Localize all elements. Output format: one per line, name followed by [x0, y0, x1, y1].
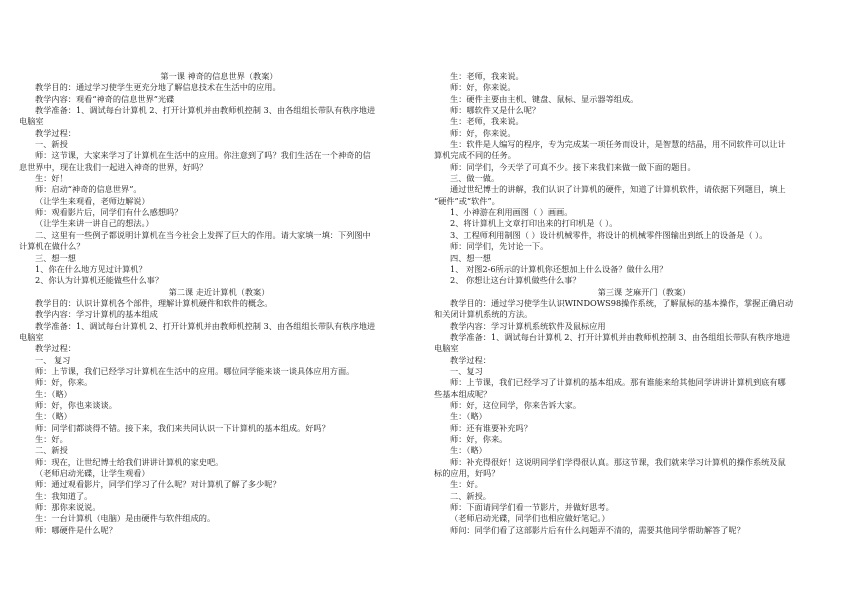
text-line: 师：同学们，先讨论一下。	[450, 241, 549, 252]
text-line: 1、小神游在利用画图（ ）画画。	[450, 207, 573, 218]
text-line: 教学过程：	[450, 354, 491, 365]
text-line: 息世界中，现在让我们一起进入神奇的世界，好吗？	[19, 161, 208, 172]
text-line: 一、 复习	[35, 354, 71, 365]
text-line: 生：（略）	[35, 411, 72, 422]
text-line: 师：上节课，我们已经学习计算机在生活中的应用。哪位同学能来谈一谈具体应用方面。	[35, 365, 355, 376]
text-line: 师：通过观看影片，同学们学习了什么呢？对计算机了解了多少呢？	[35, 479, 281, 490]
text-line: 师：好，你来说。	[450, 82, 516, 93]
text-line: 师：上节课，我们已经学习了计算机的基本组成。那有谁能来给其他同学讲讲计算机到底有哪	[450, 377, 786, 388]
text-line: 通过世纪博士的讲解，我们认识了计算机的硬件，知道了计算机软件，请依据下列题目，填上	[450, 184, 786, 195]
text-line: （让学生来讲一讲自己的想法。）	[35, 218, 154, 229]
text-line: 一、新授	[35, 139, 68, 150]
text-line: 师：同学们都谈得不错。接下来，我们来共同认识一下计算机的基本组成。好吗？	[35, 422, 330, 433]
text-line: 师：补充得很好！这说明同学们学得很认真。那这节课，我们就来学习计算机的操作系统及鼠	[450, 456, 786, 467]
text-line: 教学内容：观看“神奇的信息世界”光碟	[35, 93, 175, 104]
text-line: 教学过程：	[35, 343, 76, 354]
text-line: 生：（略）	[35, 388, 72, 399]
text-line: 师：哪硬件是什么呢？	[35, 524, 117, 535]
text-line: 计算机在做什么？	[19, 241, 85, 252]
text-line: 生：老师，我来说。	[450, 71, 524, 81]
text-line: 师：观看影片后，同学们有什么感想吗？	[35, 207, 183, 218]
text-line: 生：好！	[35, 173, 68, 184]
text-line: 师：好，你来。	[35, 377, 93, 388]
text-line: 师：启动“神奇的信息世界”。	[35, 184, 142, 195]
text-line: 生：软件是人编写的程序，专为完成某一项任务而设计，是智慧的结晶，用不同软件可以让计	[450, 139, 786, 150]
text-line: 师：好，这位同学，你来告诉大家。	[450, 399, 582, 410]
text-line: 2、将计算机上文章打印出来的打印机是（ ）。	[450, 218, 618, 229]
text-line: 师：好，你来说。	[450, 127, 516, 138]
text-line: 生：好。	[450, 479, 483, 490]
text-line: （让学生来观看，老师边解说）	[35, 195, 150, 206]
text-line: 电脑室	[19, 116, 44, 127]
text-line: 生：我知道了。	[35, 490, 93, 501]
text-line: 师：好，你来。	[450, 434, 508, 444]
text-line: 教学目的：通过学习使学生更充分地了解信息技术在生活中的应用。	[35, 82, 281, 93]
text-line: （老师启动光碟，同学们也相应做好笔记。）	[450, 513, 610, 524]
text-line: 师：好，你也来谈谈。	[35, 399, 117, 410]
text-line: 师：还有谁要补充吗？	[450, 422, 532, 433]
text-line: 电脑室	[19, 331, 44, 342]
text-line: 教学内容：学习计算机系统软件及鼠标应用	[450, 320, 606, 331]
text-line: 教学准备：1、调试每台计算机 2、打开计算机并由教师机控制 3、由各组组长带队有秩序地进	[450, 331, 791, 342]
text-line: 生：老师，我来说。	[450, 116, 524, 127]
text-line: 生：一台计算机（电脑）是由硬件与软件组成的。	[35, 513, 216, 524]
text-line: 生：（略）	[450, 445, 487, 456]
text-line: 2、你认为计算机还能做些什么事？	[35, 275, 164, 286]
left-column	[19, 71, 419, 536]
text-line: 师：同学们，今天学了可真不少。接下来我们来做一做下面的题目。	[450, 161, 696, 172]
text-line: 生：硬件主要由主机、键盘、鼠标、显示器等组成。	[450, 93, 639, 104]
text-line: 教学目的：通过学习使学生认识WINDOWS98操作系统，了解鼠标的基本操作，掌握正确启动	[450, 297, 794, 308]
text-line: 教学准备：1、调试每台计算机 2、打开计算机并由教师机控制 3、由各组组长带队有秩序地进	[35, 320, 376, 331]
text-line: 教学准备：1、调试每台计算机 2、打开计算机并由教师机控制 3、由各组组长带队有秩序地进	[35, 105, 376, 116]
text-line: 师：下面请同学们看一节影片，并做好思考。	[450, 502, 614, 513]
text-line: 一、复习	[450, 365, 483, 376]
text-line: 和关闭计算机系统的方法。	[434, 309, 533, 320]
lesson-title: 第二课 走近计算机（教案）	[168, 286, 270, 297]
text-line: 3、工程师利用制图（ ）设计机械零件，将设计的机械零件图输出到纸上的设备是（ ）。	[450, 229, 768, 240]
text-line: 师：哪软件又是什么呢？	[450, 105, 541, 116]
text-line: 算机完成不同的任务。	[434, 150, 516, 161]
text-line: 生：好。	[35, 434, 68, 444]
text-line: 师问：同学们看了这部影片后有什么问题弄不清的，需要其他同学帮助解答了呢？	[450, 524, 745, 535]
text-line: 1、你在什么地方见过计算机？	[35, 263, 147, 274]
lesson-title: 第一课 神奇的信息世界（教案）	[160, 71, 278, 81]
text-line: 二、新授	[35, 445, 68, 456]
text-line: 生：（略）	[450, 411, 487, 422]
text-line: （老师启动光碟，让学生观看）	[35, 468, 150, 479]
text-line: 师：这节课，大家来学习了计算机在生活中的应用。你注意到了吗？我们生活在一个神奇的信	[35, 150, 371, 161]
text-line: 二、新授。	[450, 490, 491, 501]
text-line: 教学目的：认识计算机各个部件，理解计算机硬件和软件的概念。	[35, 297, 273, 308]
text-line: 2、 你想让这台计算机做些什么事？	[450, 275, 581, 286]
text-line: “硬件”或“软件”。	[434, 195, 500, 206]
text-line: 1、 对图2-6所示的计算机你还想加上什么设备？做什么用？	[450, 263, 668, 274]
right-column	[434, 71, 854, 536]
text-line: 师：那你来说说。	[35, 502, 101, 513]
text-line: 电脑室	[434, 343, 459, 354]
text-line: 教学过程：	[35, 127, 76, 138]
text-line: 三、做一做。	[450, 173, 500, 184]
lesson-title: 第三课 芝麻开门（教案）	[597, 286, 691, 297]
text-line: 四、想一想	[450, 252, 491, 263]
text-line: 教学内容：学习计算机的基本组成	[35, 309, 158, 320]
text-line: 些基本组成呢？	[434, 388, 492, 399]
text-line: 师：现在，让世纪博士给我们讲讲计算机的家史吧。	[35, 456, 224, 467]
text-line: 三、想一想	[35, 252, 76, 263]
text-line: 标的应用，好吗？	[434, 468, 500, 479]
text-line: 二、这里有一些例子都说明计算机在当今社会上发挥了巨大的作用。请大家填一填：下列图中	[35, 229, 371, 240]
